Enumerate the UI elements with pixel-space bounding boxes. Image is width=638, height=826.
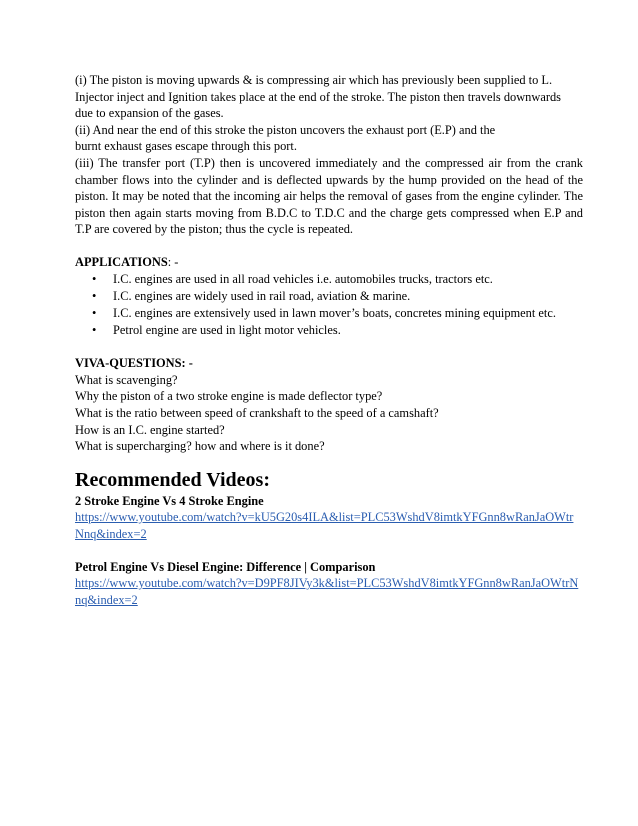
bullet-icon: • bbox=[92, 305, 97, 320]
bullet-icon: • bbox=[92, 288, 97, 303]
list-item-text: I.C. engines are extensively used in lawn mover’s boats, concretes mining equipment etc. bbox=[113, 305, 556, 320]
applications-heading: APPLICATIONS bbox=[75, 254, 168, 269]
list-item bbox=[75, 322, 583, 339]
viva-heading: VIVA-QUESTIONS: - bbox=[75, 356, 193, 371]
list-item bbox=[75, 305, 583, 322]
list-item bbox=[75, 271, 583, 288]
applications-heading-suffix: : - bbox=[167, 254, 179, 269]
viva-question: Why the piston of a two stroke engine is made deflector type? bbox=[75, 389, 383, 404]
bullet-icon: • bbox=[92, 271, 97, 286]
applications-section bbox=[75, 254, 583, 339]
video-title-1: 2 Stroke Engine Vs 4 Stroke Engine bbox=[75, 493, 264, 508]
bullet-icon: • bbox=[92, 323, 97, 338]
list-item bbox=[75, 288, 583, 305]
videos-heading: Recommended Videos: bbox=[75, 468, 270, 491]
viva-question: How is an I.C. engine started? bbox=[75, 422, 225, 437]
viva-question: What is scavenging? bbox=[75, 372, 178, 387]
applications-heading-line bbox=[75, 254, 583, 271]
viva-section bbox=[75, 355, 583, 455]
video-title-2: Petrol Engine Vs Diesel Engine: Difference | Comparison bbox=[75, 559, 376, 574]
document-page bbox=[75, 72, 583, 608]
procedure-line-3: due to expansion of the gases. bbox=[75, 106, 224, 121]
procedure-line-4: (ii) And near the end of this stroke the piston uncovers the exhaust port (E.P) and the bbox=[75, 122, 496, 137]
video-link-1[interactable]: https://www.youtube.com/watch?v=kU5G20s4ILA&list=PLC53WshdV8imtkYFGnn8wRanJaOWtrNnq&index=2 bbox=[75, 510, 574, 542]
procedure-line-5: burnt exhaust gases escape through this port. bbox=[75, 139, 297, 154]
videos-section bbox=[75, 468, 583, 609]
procedure-section bbox=[75, 72, 583, 238]
procedure-line-1: (i) The piston is moving upwards & is compressing air which has previously been supplied to L. bbox=[75, 73, 553, 87]
list-item-text: Petrol engine are used in light motor vehicles. bbox=[113, 323, 341, 338]
viva-question: What is supercharging? how and where is it done? bbox=[75, 439, 325, 454]
list-item-text: I.C. engines are widely used in rail road, aviation & marine. bbox=[113, 288, 411, 303]
applications-list bbox=[75, 271, 583, 340]
procedure-line-2: Injector inject and Ignition takes place at the end of the stroke. The piston then travels downwards bbox=[75, 89, 561, 104]
video-link-2[interactable]: https://www.youtube.com/watch?v=D9PF8JIVy3k&list=PLC53WshdV8imtkYFGnn8wRanJaOWtrNnq&index=2 bbox=[75, 576, 579, 607]
viva-question: What is the ratio between speed of crankshaft to the speed of a camshaft? bbox=[75, 406, 439, 421]
procedure-paragraph-3: (iii) The transfer port (T.P) then is uncovered immediately and the compressed air from the crank chamber flows into the cylinder and is deflected upwards by the hump provided on the head of the piston. It may be noted that the incoming air helps the removal of gases from the engine cylinder. The piston then again starts moving from B.D.C to T.D.C and the charge gets compressed when E.P and T.P are covered by the piston; thus the cycle is repeated. bbox=[75, 155, 583, 237]
list-item-text: I.C. engines are used in all road vehicles i.e. automobiles trucks, tractors etc. bbox=[113, 271, 493, 286]
